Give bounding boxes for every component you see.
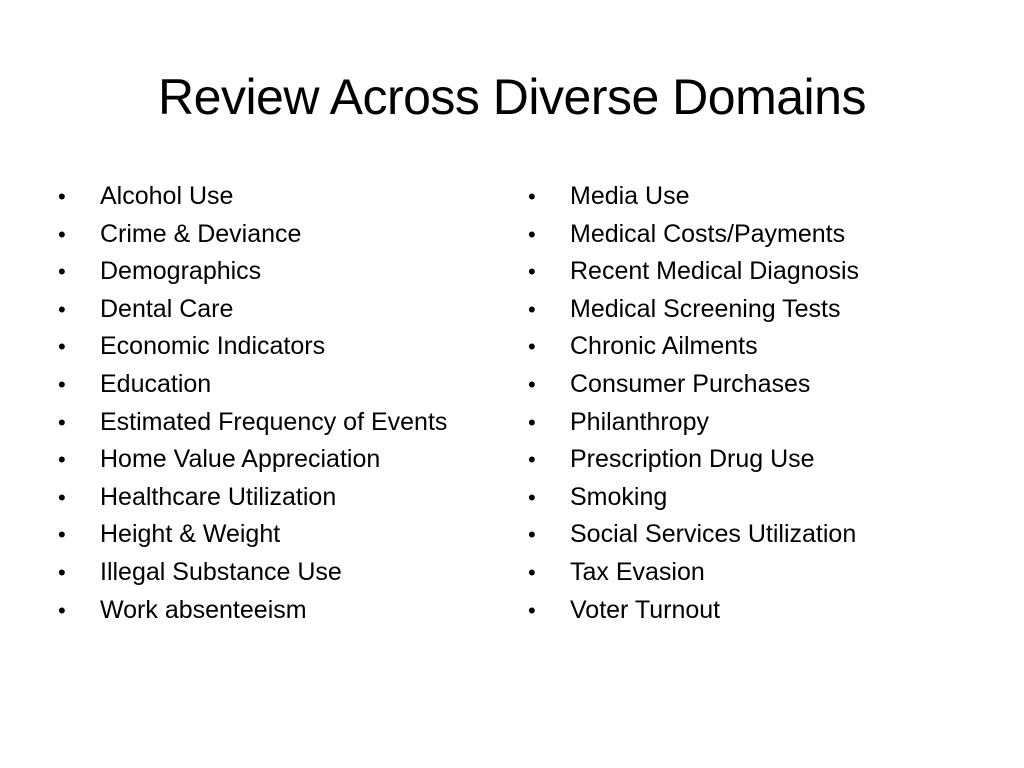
list-item-label: Voter Turnout xyxy=(570,595,721,624)
list-item-label: Crime & Deviance xyxy=(100,219,302,248)
bullet-icon: • xyxy=(528,259,536,285)
list-item xyxy=(528,366,998,404)
bullet-icon: • xyxy=(528,522,536,548)
list-item-label: Medical Screening Tests xyxy=(570,294,841,323)
bullet-icon: • xyxy=(528,409,536,435)
list-item xyxy=(58,178,508,216)
bullet-icon: • xyxy=(58,484,66,510)
list-item-label: Alcohol Use xyxy=(100,182,234,210)
bullet-icon: • xyxy=(528,371,536,397)
list-item-label: Tax Evasion xyxy=(570,557,705,586)
slide-title: Review Across Diverse Domains xyxy=(158,69,866,125)
list-item xyxy=(528,253,998,291)
list-item xyxy=(528,178,998,216)
list-item-label: Home Value Appreciation xyxy=(100,445,381,474)
left-bullet-list xyxy=(58,178,508,629)
bullet-icon: • xyxy=(58,371,66,397)
bullet-icon: • xyxy=(58,447,66,473)
list-item-label: Medical Costs/Payments xyxy=(570,219,846,248)
list-item xyxy=(528,592,998,630)
list-item xyxy=(58,516,508,554)
list-item xyxy=(528,291,998,329)
bullet-icon: • xyxy=(528,597,536,623)
list-item xyxy=(58,554,508,592)
bullet-icon: • xyxy=(58,259,66,285)
list-item-label: Education xyxy=(100,369,212,398)
list-item-label: Dental Care xyxy=(100,294,234,323)
bullet-icon: • xyxy=(58,409,66,435)
right-bullet-list xyxy=(528,178,998,629)
list-item-label: Smoking xyxy=(570,482,668,511)
list-item-label: Philanthropy xyxy=(570,407,709,436)
bullet-icon: • xyxy=(528,296,536,322)
list-item xyxy=(528,404,998,442)
list-item xyxy=(58,328,508,366)
bullet-icon: • xyxy=(58,597,66,623)
list-item-label: Recent Medical Diagnosis xyxy=(570,257,860,286)
bullet-icon: • xyxy=(528,484,536,510)
list-item xyxy=(528,216,998,254)
list-item xyxy=(528,479,998,517)
list-item-label: Prescription Drug Use xyxy=(570,445,815,474)
list-item-label: Chronic Ailments xyxy=(570,332,758,361)
list-item-label: Social Services Utilization xyxy=(570,520,857,549)
list-item-label: Estimated Frequency of Events xyxy=(100,407,448,436)
bullet-icon: • xyxy=(58,184,66,209)
list-item xyxy=(528,441,998,479)
list-item-label: Work absenteeism xyxy=(100,595,307,624)
list-item xyxy=(58,253,508,291)
list-item xyxy=(58,479,508,517)
bullet-icon: • xyxy=(58,296,66,322)
bullet-icon: • xyxy=(528,184,536,209)
list-item-label: Consumer Purchases xyxy=(570,369,811,398)
bullet-icon: • xyxy=(58,522,66,548)
list-item-label: Demographics xyxy=(100,257,262,286)
list-item-label: Healthcare Utilization xyxy=(100,482,337,511)
list-item xyxy=(58,592,508,630)
bullet-icon: • xyxy=(528,447,536,473)
bullet-icon: • xyxy=(528,559,536,585)
list-item-label: Illegal Substance Use xyxy=(100,557,342,586)
list-item xyxy=(528,328,998,366)
list-item xyxy=(58,404,508,442)
bullet-icon: • xyxy=(58,559,66,585)
list-item-label: Economic Indicators xyxy=(100,332,326,361)
list-item xyxy=(528,516,998,554)
list-item xyxy=(58,216,508,254)
list-item xyxy=(58,291,508,329)
list-item xyxy=(528,554,998,592)
bullet-icon: • xyxy=(58,221,66,247)
list-item-label: Height & Weight xyxy=(100,520,281,549)
list-item-label: Media Use xyxy=(570,182,690,210)
list-item xyxy=(58,366,508,404)
list-item xyxy=(58,441,508,479)
bullet-icon: • xyxy=(528,221,536,247)
bullet-icon: • xyxy=(58,334,66,360)
bullet-icon: • xyxy=(528,334,536,360)
